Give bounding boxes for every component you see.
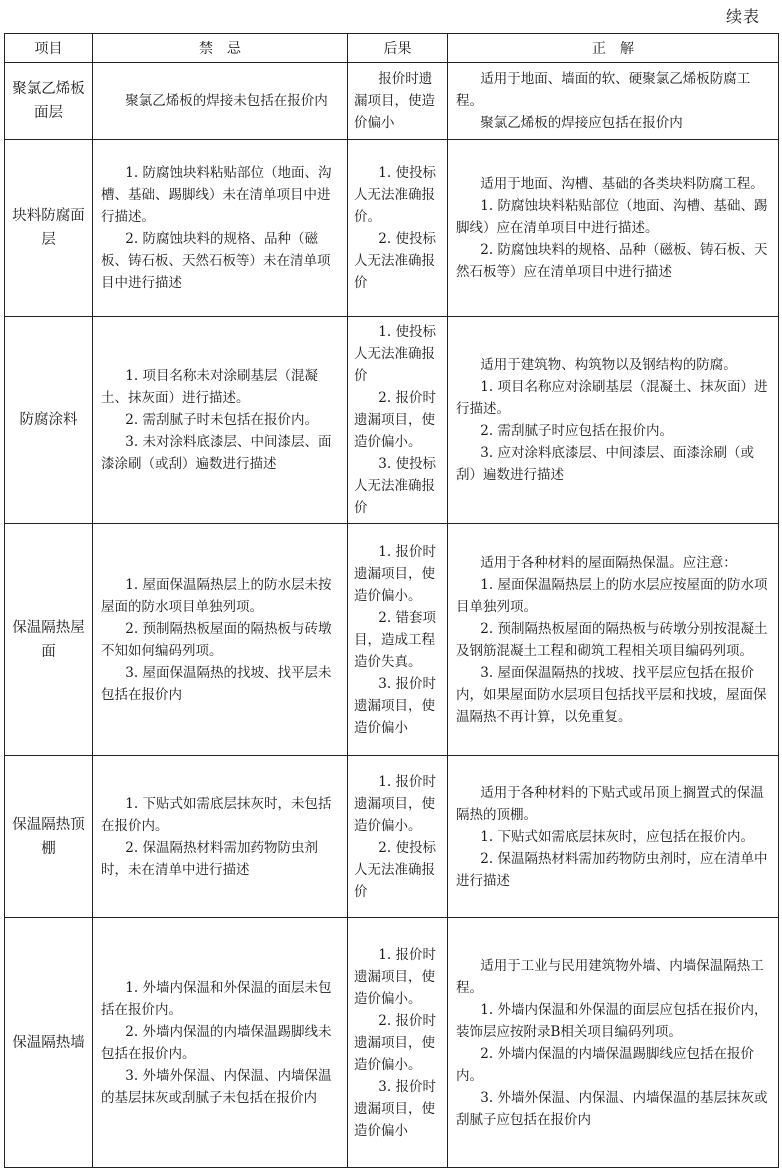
correct-cell <box>448 918 779 1168</box>
prohibited-line: 2. 防腐蚀块料的规格、品种（磁板、铸石板、天然石板等）未在清单项目中进行描述 <box>101 231 331 291</box>
correct-line: 聚氯乙烯板的焊接应包括在报价内 <box>480 115 683 131</box>
correct-line: 适用于地面、墙面的软、硬聚氯乙烯板防腐工程。 <box>456 71 751 109</box>
prohibitions-table <box>4 33 779 1168</box>
consequence-cell <box>348 140 448 317</box>
correct-cell <box>448 317 779 524</box>
prohibited-cell <box>93 63 348 140</box>
correct-line: 2. 需刮腻子时应包括在报价内。 <box>480 423 673 439</box>
prohibited-line: 1. 屋面保温隔热层上的防水层未按屋面的防水项目单独列项。 <box>101 576 332 615</box>
consequence-line: 报价时遗漏项目，使造价偏小 <box>354 71 435 131</box>
table-body <box>5 63 779 1168</box>
correct-line: 3. 应对涂料底漆层、中间漆层、面漆涂刷（或刮）遍数进行描述 <box>456 445 754 483</box>
prohibited-cell <box>93 317 348 524</box>
correct-line: 适用于各种材料的屋面隔热保温。应注意： <box>480 554 737 571</box>
prohibited-cell <box>93 140 348 317</box>
prohibited-line: 2. 外墙内保温的内墙保温踢脚线未包括在报价内。 <box>101 1023 332 1062</box>
consequence-line: 2. 使投标人无法准确报价 <box>354 839 436 900</box>
correct-cell <box>448 756 779 918</box>
header-correct: 正 解 <box>448 34 779 63</box>
prohibited-line: 3. 屋面保温隔热的找坡、找平层未包括在报价内 <box>101 664 332 703</box>
correct-line: 2. 预制隔热板屋面的隔热板与砖墩分别按混凝土及钢筋混凝土工程和砌筑工程相关项目编码列项。 <box>456 620 768 659</box>
consequence-line: 2. 错套项目，造成工程造价失真。 <box>354 609 436 670</box>
consequence-line: 2. 使投标人无法准确报价 <box>354 231 436 291</box>
correct-line: 2. 外墙内保温的内墙保温踢脚线应包括在报价内。 <box>456 1045 754 1084</box>
consequence-line: 1. 使投标人无法准确报价 <box>354 324 436 384</box>
prohibited-line: 聚氯乙烯板的焊接未包括在报价内 <box>125 93 328 109</box>
correct-line: 适用于各种材料的下贴式或吊顶上搁置式的保温隔热的顶棚。 <box>456 784 764 823</box>
consequence-line: 1. 报价时遗漏项目，使造价偏小。 <box>354 773 436 834</box>
item-name: 保温隔热屋面 <box>5 524 93 756</box>
item-name: 块料防腐面层 <box>5 140 93 317</box>
correct-line: 3. 屋面保温隔热的找坡、找平层应包括在报价内，如果屋面防水层项目包括找平层和找坡，屋面保温隔热不再计算，以免重复。 <box>456 664 767 725</box>
prohibited-line: 1. 防腐蚀块料粘贴部位（地面、沟槽、基础、踢脚线）未在清单项目中进行描述。 <box>101 165 332 225</box>
consequence-line: 1. 报价时遗漏项目，使造价偏小。 <box>354 543 436 604</box>
header-consequence: 后果 <box>348 34 448 63</box>
correct-line: 适用于建筑物、构筑物以及钢结构的防腐。 <box>480 357 737 373</box>
table-row <box>5 140 779 317</box>
prohibited-line: 1. 外墙内保温和外保温的面层未包括在报价内。 <box>101 979 332 1018</box>
correct-line: 适用于工业与民用建筑物外墙、内墙保温隔热工程。 <box>456 957 764 996</box>
correct-line: 1. 下贴式如需底层抹灰时，应包括在报价内。 <box>480 828 754 845</box>
table-row <box>5 524 779 756</box>
consequence-cell <box>348 524 448 756</box>
correct-cell <box>448 63 779 140</box>
consequence-line: 2. 报价时遗漏项目，使造价偏小。 <box>354 1012 436 1073</box>
table-row <box>5 63 779 140</box>
consequence-line: 3. 使投标人无法准确报价 <box>354 456 436 516</box>
table-row <box>5 317 779 524</box>
consequence-line: 1. 使投标人无法准确报价。 <box>354 165 436 225</box>
item-name: 保温隔热顶棚 <box>5 756 93 918</box>
consequence-line: 1. 报价时遗漏项目，使造价偏小。 <box>354 946 436 1007</box>
consequence-cell <box>348 317 448 524</box>
prohibited-cell <box>93 756 348 918</box>
consequence-cell <box>348 918 448 1168</box>
item-name: 聚氯乙烯板面层 <box>5 63 93 140</box>
prohibited-cell <box>93 524 348 756</box>
correct-line: 适用于地面、沟槽、基础的各类块料防腐工程。 <box>480 176 764 192</box>
prohibited-line: 3. 未对涂料底漆层、中间漆层、面漆涂刷（或刮）遍数进行描述 <box>101 434 332 472</box>
consequence-cell <box>348 756 448 918</box>
item-name: 保温隔热墙 <box>5 918 93 1168</box>
table-row <box>5 918 779 1168</box>
prohibited-line: 2. 需刮腻子时未包括在报价内。 <box>125 412 318 428</box>
table-header-row <box>5 34 779 63</box>
item-name: 防腐涂料 <box>5 317 93 524</box>
correct-cell <box>448 524 779 756</box>
continued-label: 续表 <box>725 7 760 26</box>
correct-line: 2. 防腐蚀块料的规格、品种（磁板、铸石板、天然石板等）应在清单项目中进行描述 <box>456 242 768 280</box>
correct-line: 1. 防腐蚀块料粘贴部位（地面、沟槽、基础、踢脚线）应在清单项目中进行描述。 <box>456 198 768 236</box>
consequence-line: 2. 报价时遗漏项目，使造价偏小。 <box>354 390 436 450</box>
prohibited-cell <box>93 918 348 1168</box>
header-prohibited: 禁 忌 <box>93 34 348 63</box>
correct-line: 1. 外墙内保温和外保温的面层应包括在报价内，装饰层应按附录B相关项目编码列项。 <box>456 1001 768 1040</box>
prohibited-line: 1. 下贴式如需底层抹灰时，未包括在报价内。 <box>101 795 332 834</box>
correct-line: 2. 保温隔热材料需加药物防虫剂时，应在清单中进行描述 <box>456 850 768 889</box>
consequence-line: 3. 报价时遗漏项目，使造价偏小 <box>354 1078 436 1139</box>
prohibited-line: 1. 项目名称未对涂刷基层（混凝土、抹灰面）进行描述。 <box>101 368 318 406</box>
correct-line: 3. 外墙外保温、内保温、内墙保温的基层抹灰或刮腻子应包括在报价内 <box>456 1089 768 1128</box>
prohibited-line: 3. 外墙外保温、内保温、内墙保温的基层抹灰或刮腻子未包括在报价内 <box>101 1067 332 1106</box>
prohibited-line: 2. 保温隔热材料需加药物防虫剂时，未在清单中进行描述 <box>101 839 318 878</box>
prohibited-line: 2. 预制隔热板屋面的隔热板与砖墩不知如何编码列项。 <box>101 620 332 659</box>
correct-line: 1. 屋面保温隔热层上的防水层应按屋面的防水项目单独列项。 <box>456 576 768 615</box>
consequence-line: 3. 报价时遗漏项目，使造价偏小 <box>354 675 436 736</box>
consequence-cell <box>348 63 448 140</box>
header-item: 项目 <box>5 34 93 63</box>
table-row <box>5 756 779 918</box>
correct-line: 1. 项目名称应对涂刷基层（混凝土、抹灰面）进行描述。 <box>456 379 768 417</box>
correct-cell <box>448 140 779 317</box>
